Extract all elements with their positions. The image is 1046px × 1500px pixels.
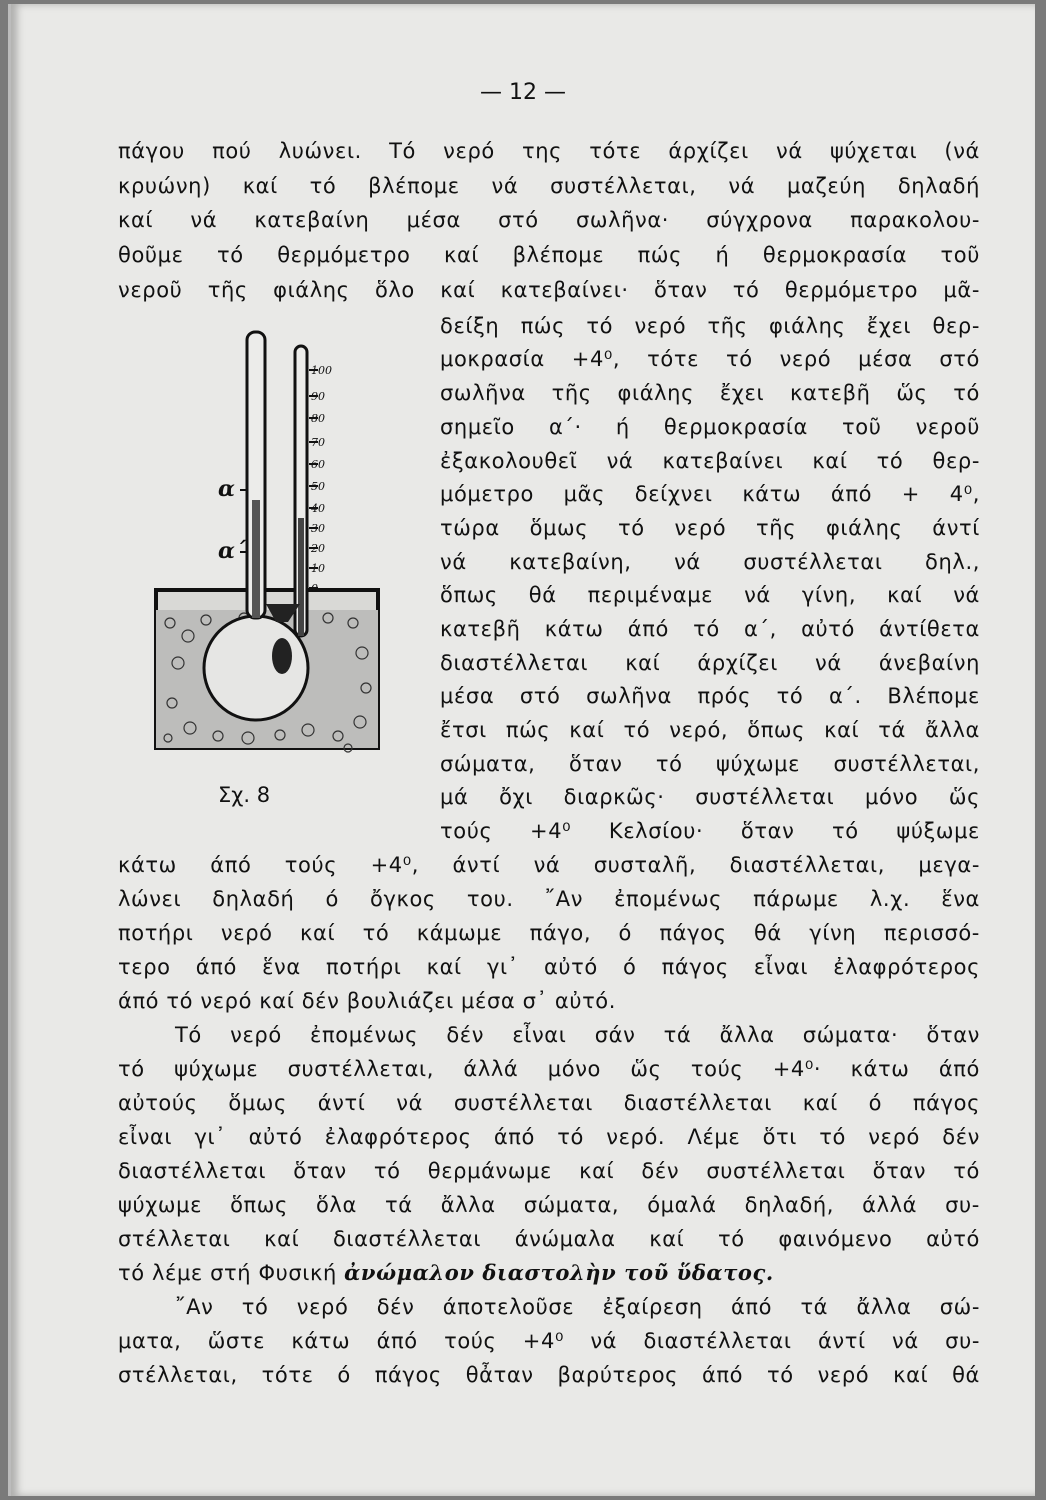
text-line: δείξη πώς τό νερό τῆς φιάλης ἔχει θερ- — [440, 314, 980, 338]
label-alpha: α — [218, 476, 235, 502]
scale-label: 80 — [311, 412, 325, 425]
text-line: λώνει δηλαδή ό ὄγκος του. ῎Αν ἐπομένως πάρωμε λ.χ. ἕνα — [118, 887, 980, 911]
text-line: μά ὄχι διαρκῶς· συστέλλεται μόνο ὥς — [440, 785, 980, 809]
text-line: τούς +4⁰ Κελσίου· ὅταν τό ψύξωμε — [440, 819, 980, 843]
text-line: κατεβῆ κάτω άπό τό α΄, αὐτό άντίθετα — [440, 617, 980, 641]
scale-label: 40 — [311, 502, 325, 515]
scale-label: 50 — [311, 480, 325, 493]
text-line: ματα, ὥστε κάτω άπό τούς +4⁰ νά διαστέλλεται άντί νά συ- — [118, 1329, 980, 1353]
text-line: σώματα, ὅταν τό ψύχωμε συστέλλεται, — [440, 752, 980, 776]
label-alpha-prime: α΄ — [218, 538, 246, 564]
text-line: Τό νερό ἐπομένως δέν εἶναι σάν τά ἄλλα σώματα· ὅταν — [175, 1023, 980, 1047]
text-line: μοκρασία +4⁰, τότε τό νερό μέσα στό — [440, 347, 980, 371]
thermometer-bulb — [272, 638, 292, 674]
text-line: διαστέλλεται ὅταν τό θερμάνωμε καί δέν συστέλλεται ὅταν τό — [118, 1159, 980, 1183]
text-line: διαστέλλεται καί άρχίζει νά άνεβαίνη — [440, 651, 980, 675]
text-line: νά κατεβαίνη, νά συστέλλεται δηλ., — [440, 550, 980, 574]
text-line: νεροῦ τῆς φιάλης ὅλο καί κατεβαίνει· ὅταν τό θερμόμετρο μᾶ- — [118, 278, 980, 302]
text-line — [118, 1258, 774, 1288]
text-line: μόμετρο μᾶς δείχνει κάτω άπό + 4⁰, — [440, 482, 980, 506]
thermometer-figure — [148, 318, 388, 758]
text-line: εἶναι γι᾽ αὐτό ἐλαφρότερος άπό τό νερό. Λέμε ὅτι τό νερό δέν — [118, 1125, 980, 1149]
text-line: αὐτούς ὅμως άντί νά συστέλλεται διαστέλλεται καί ό πάγος — [118, 1091, 980, 1115]
text-line: ῎Αν τό νερό δέν άποτελοῦσε ἐξαίρεση άπό τά ἄλλα σώ- — [175, 1295, 980, 1319]
text-line: μέσα στό σωλῆνα πρός τό α΄. Βλέπομε — [440, 684, 980, 708]
text-line: σημεῖο α΄· ή θερμοκρασία τοῦ νεροῦ — [440, 415, 980, 439]
text-line: ἐξακολουθεῖ νά κατεβαίνει καί τό θερ- — [440, 449, 980, 473]
text-line: ψύχωμε ὅπως ὅλα τά ἄλλα σώματα, όμαλά δηλαδή, άλλά συ- — [118, 1193, 980, 1217]
flask-bulb — [204, 616, 308, 720]
scale-labels — [310, 364, 332, 595]
text-line: στέλλεται καί διαστέλλεται άνώμαλα καί τό φαινόμενο αὐτό — [118, 1227, 980, 1251]
scale-label: 100 — [311, 364, 332, 377]
water-column — [252, 500, 260, 618]
scale-label: 60 — [311, 458, 325, 471]
text-line: τώρα ὅμως τό νερό τῆς φιάλης άντί — [440, 516, 980, 540]
figure-caption: Σχ. 8 — [218, 783, 271, 807]
text-line: σωλῆνα τῆς φιάλης ἔχει κατεβῆ ὥς τό — [440, 381, 980, 405]
text-line: ποτήρι νερό καί τό κάμωμε πάγο, ό πάγος θά γίνη περισσό- — [118, 921, 980, 945]
text-line: ὅπως θά περιμέναμε νά γίνη, καί νά — [440, 583, 980, 607]
mercury-column — [298, 518, 304, 636]
scale-label: 30 — [311, 522, 325, 535]
text-line: άπό τό νερό καί δέν βουλιάζει μέσα σ᾽ αὐτό. — [118, 989, 617, 1013]
text-line: καί νά κατεβαίνη μέσα στό σωλῆνα· σύγχρονα παρακολου- — [118, 208, 980, 232]
text-line: τερο άπό ἕνα ποτήρι καί γι᾽ αὐτό ό πάγος εἶναι ἐλαφρότερος — [118, 955, 980, 979]
text-fragment: τό λέμε στή Φυσική — [118, 1261, 345, 1285]
text-line: τό ψύχωμε συστέλλεται, άλλά μόνο ὥς τούς +4⁰· κάτω άπό — [118, 1057, 980, 1081]
text-line: κάτω άπό τούς +4⁰, άντί νά συσταλῆ, διαστέλλεται, μεγα- — [118, 853, 980, 877]
page-number: — 12 — — [480, 80, 566, 105]
scale-label: 90 — [311, 390, 325, 403]
scale-label: 70 — [311, 436, 325, 449]
text-line: πάγου πού λυώνει. Τό νερό της τότε άρχίζει νά ψύχεται (νά — [118, 139, 980, 163]
scale-label: 10 — [311, 562, 325, 575]
scale-label: 20 — [311, 542, 325, 555]
emphasis-term: ἀνώμαλον διαστολὴν τοῦ ὕδατος. — [344, 1260, 774, 1285]
text-line: ἔτσι πώς καί τό νερό, ὅπως καί τά ἄλλα — [440, 718, 980, 742]
text-line: στέλλεται, τότε ό πάγος θἆταν βαρύτερος άπό τό νερό καί θά — [118, 1363, 980, 1387]
scale-label: 0 — [311, 582, 318, 595]
text-line: κρυώνη) καί τό βλέπομε νά συστέλλεται, νά μαζεύη δηλαδή — [118, 174, 980, 198]
text-line: θοῦμε τό θερμόμετρο καί βλέπομε πώς ή θερμοκρασία τοῦ — [118, 243, 980, 267]
